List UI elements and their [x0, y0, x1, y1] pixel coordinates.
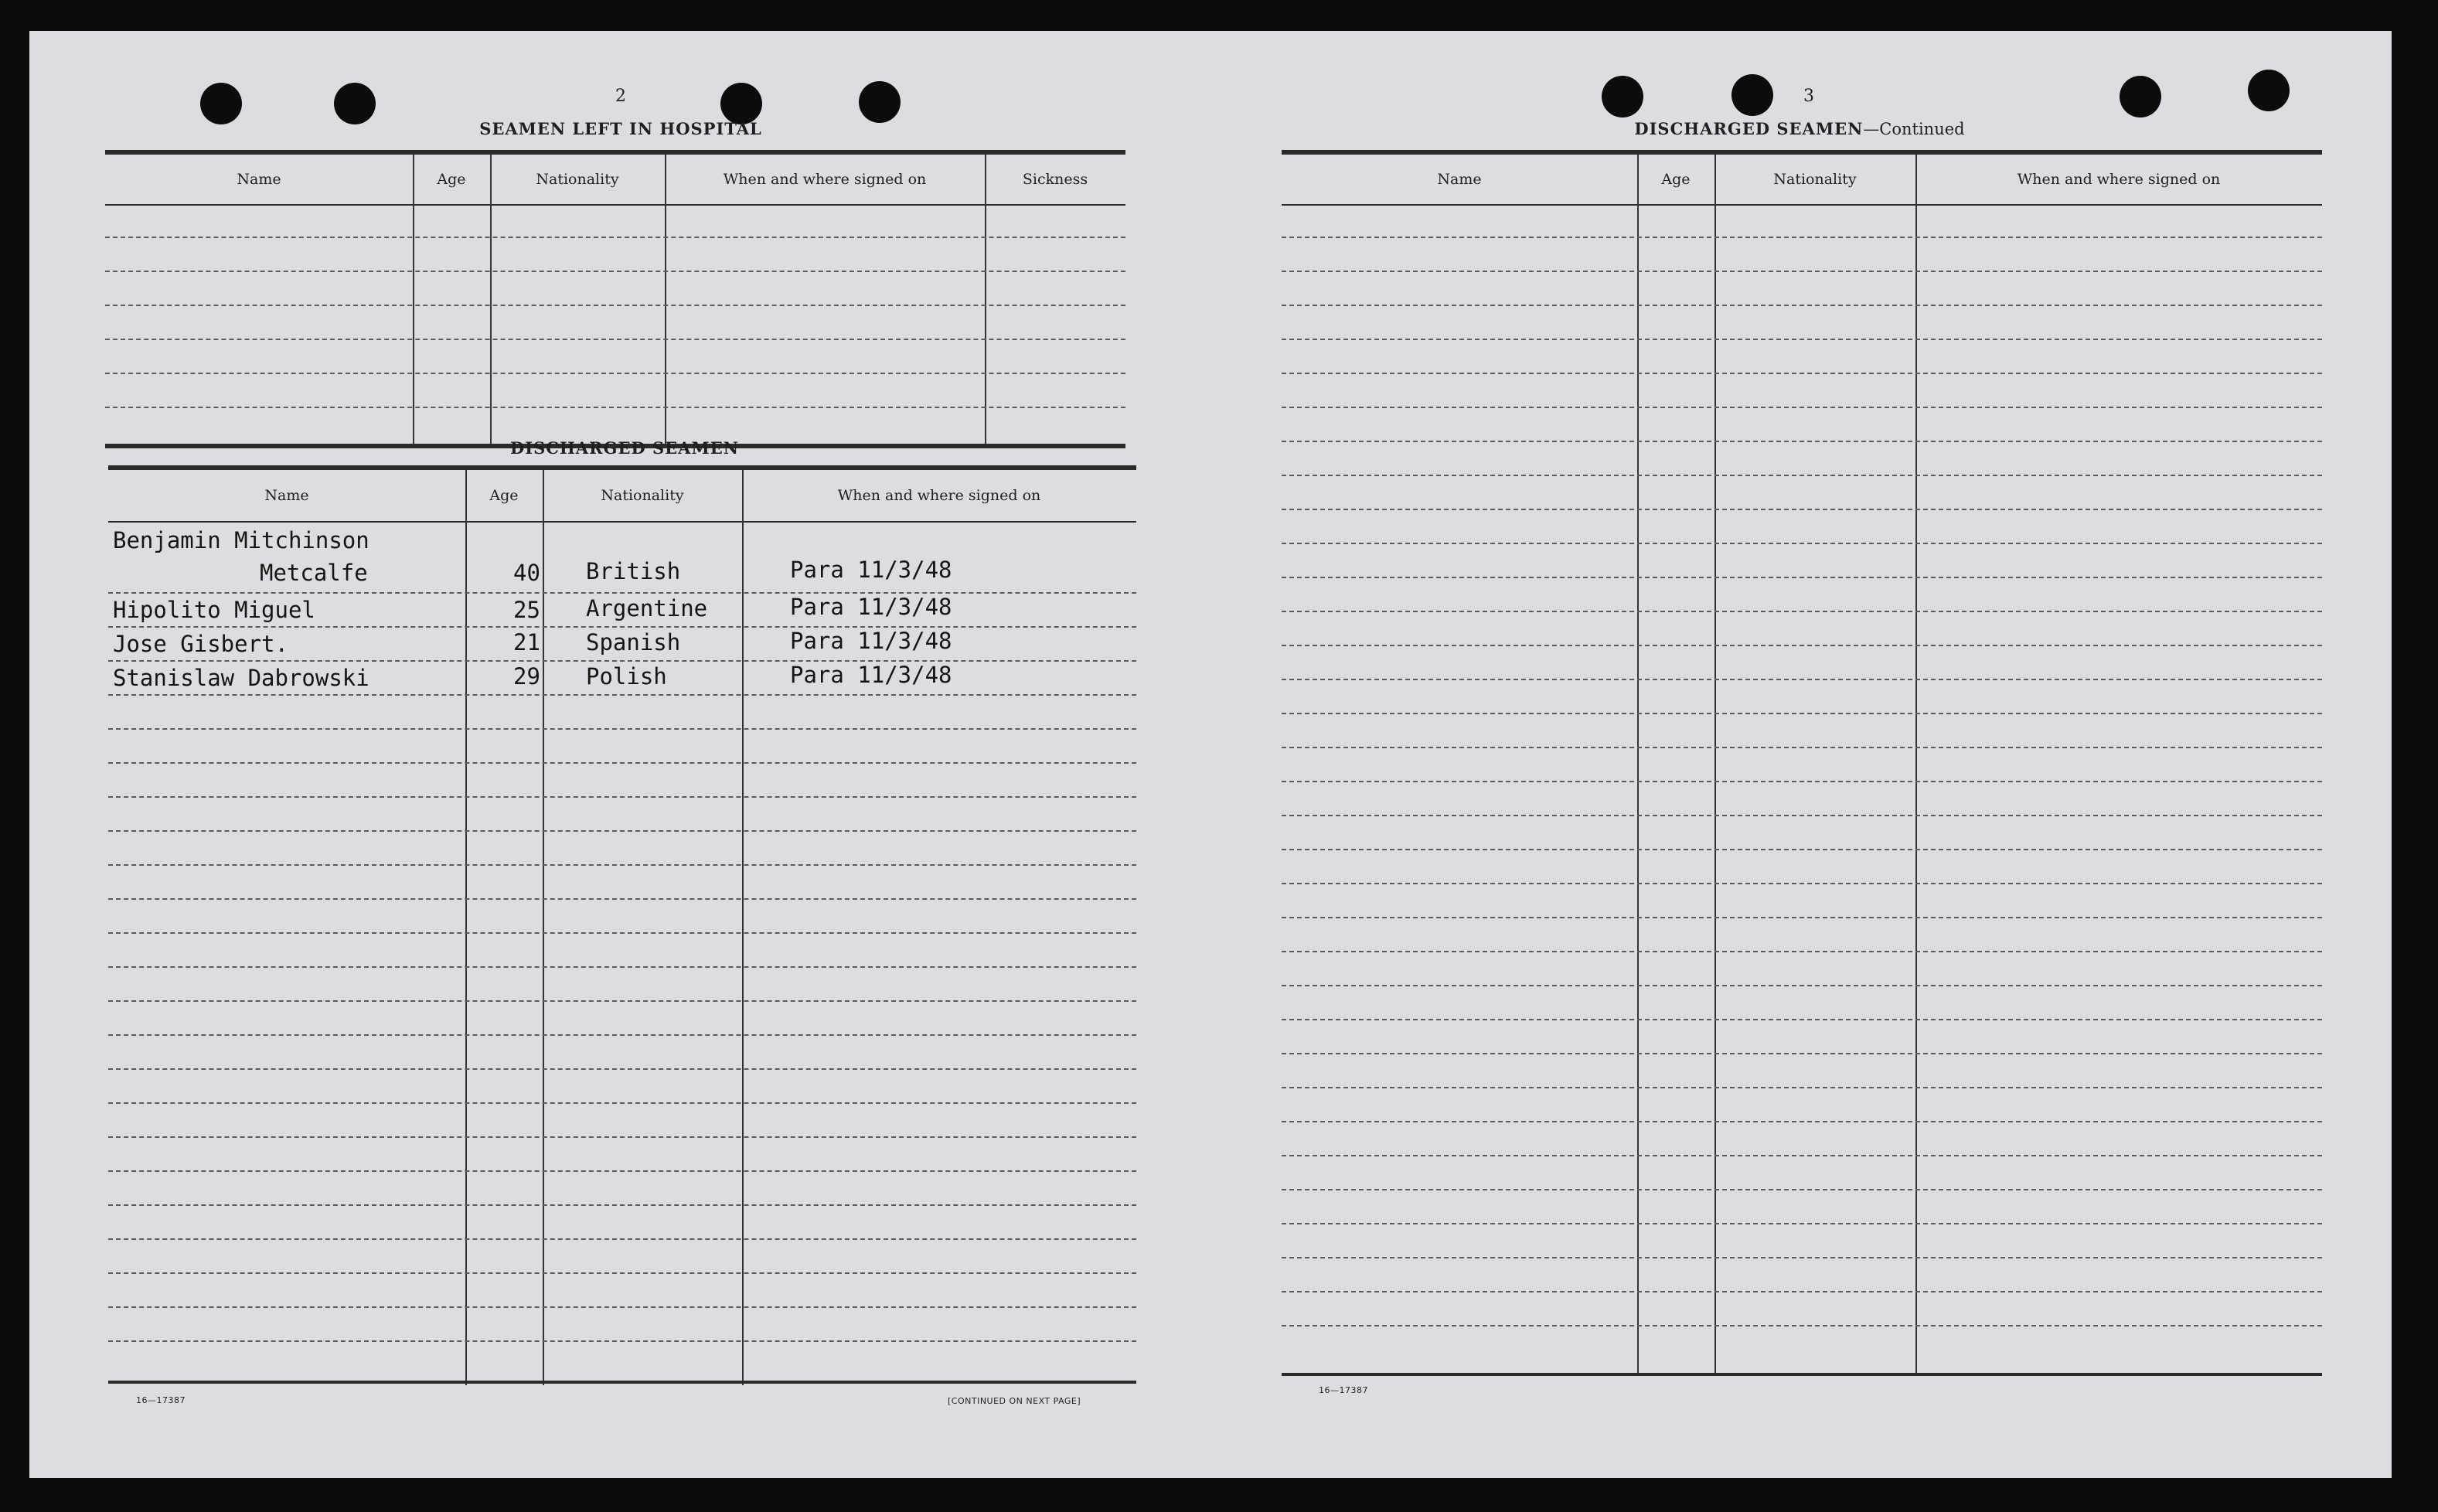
discharged-nationality: Polish [586, 663, 667, 690]
discharged-section-title: DISCHARGED SEAMEN [510, 438, 739, 458]
hospital-col-sickness: Sickness [1022, 171, 1088, 188]
page-number-right: 3 [1803, 87, 1814, 106]
hospital-col-nationality: Nationality [536, 171, 619, 188]
discharged-name: Metcalfe [260, 560, 368, 586]
form-number-right: 16—17387 [1319, 1385, 1368, 1395]
discharged-name: Jose Gisbert. [113, 631, 288, 657]
discharged-name: Stanislaw Dabrowski [113, 665, 369, 691]
discharged-col-signed-on: When and where signed on [837, 487, 1041, 504]
discharged-age: 21 [513, 629, 540, 656]
discharged-col-age: Age [489, 487, 519, 504]
discharged-continued-suffix: —Continued [1863, 120, 1965, 138]
hospital-col-name: Name [237, 171, 281, 188]
page-number-left: 2 [615, 87, 626, 106]
discharged-age: 40 [513, 560, 540, 586]
continued-col-age: Age [1661, 171, 1691, 188]
discharged-col-name: Name [264, 487, 309, 504]
discharged-continued-title [1606, 119, 1993, 138]
punch-hole [1602, 76, 1643, 117]
discharged-continued-title-main: DISCHARGED SEAMEN [1634, 119, 1864, 138]
discharged-nationality: British [586, 558, 681, 584]
punch-hole [2248, 70, 2290, 111]
discharged-continued-table [1282, 150, 2322, 1387]
discharged-signed-on: Para 11/3/48 [790, 557, 952, 583]
hospital-col-age: Age [437, 171, 466, 188]
continued-col-nationality: Nationality [1773, 171, 1857, 188]
document-sheet [29, 31, 2392, 1478]
hospital-table [105, 150, 1125, 448]
punch-hole [1731, 74, 1773, 116]
punch-hole [200, 83, 242, 124]
discharged-name: Hipolito Miguel [113, 597, 315, 623]
discharged-age: 25 [513, 597, 540, 623]
discharged-table [108, 465, 1136, 1416]
discharged-age: 29 [513, 663, 540, 690]
discharged-signed-on: Para 11/3/48 [790, 594, 952, 620]
discharged-nationality: Argentine [586, 595, 708, 621]
discharged-col-nationality: Nationality [601, 487, 684, 504]
punch-hole [2120, 76, 2161, 117]
punch-hole [720, 83, 762, 124]
discharged-nationality: Spanish [586, 629, 681, 656]
punch-hole [334, 83, 376, 124]
form-number-left: 16—17387 [136, 1395, 186, 1405]
hospital-col-signed-on: When and where signed on [723, 171, 927, 188]
discharged-name: Benjamin Mitchinson [113, 527, 369, 553]
punch-hole [859, 81, 901, 123]
hospital-section-title: SEAMEN LEFT IN HOSPITAL [479, 119, 762, 138]
discharged-signed-on: Para 11/3/48 [790, 662, 952, 688]
discharged-signed-on: Para 11/3/48 [790, 628, 952, 654]
continued-col-signed-on: When and where signed on [2017, 171, 2221, 188]
continued-note: [CONTINUED ON NEXT PAGE] [948, 1396, 1081, 1406]
continued-col-name: Name [1437, 171, 1482, 188]
